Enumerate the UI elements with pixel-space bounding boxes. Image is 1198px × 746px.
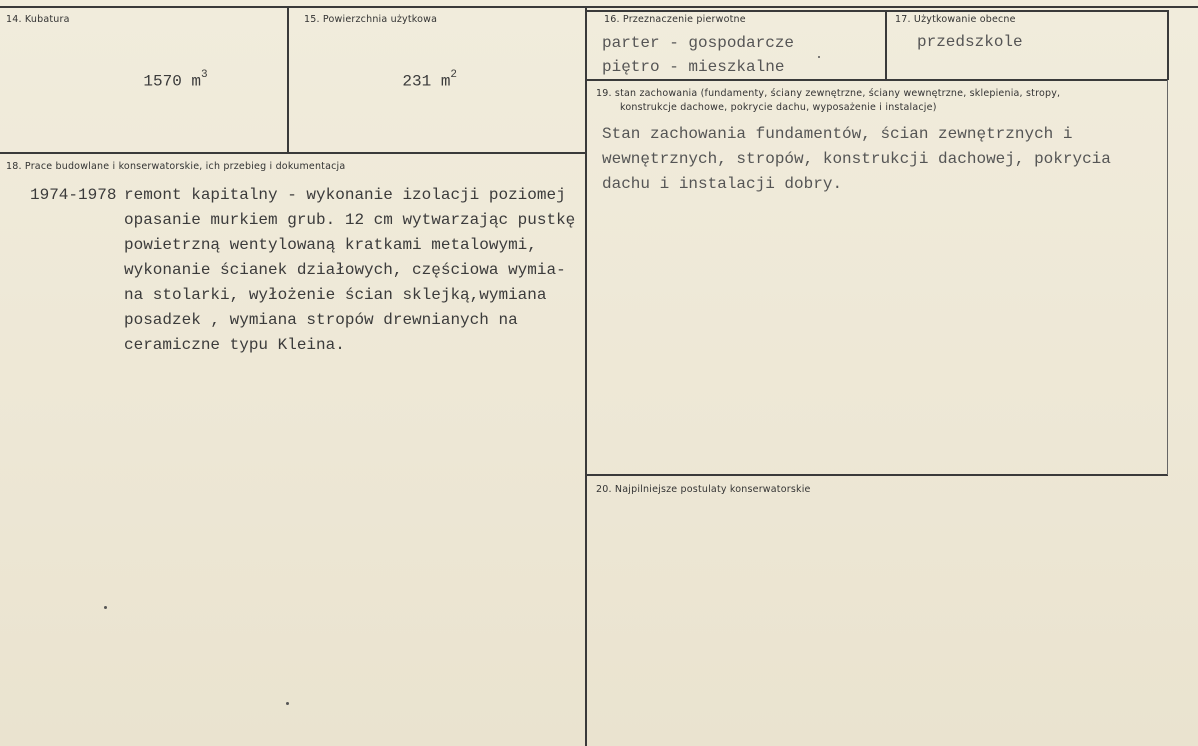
volume-unit-exponent: 3 <box>201 68 208 81</box>
field-18-label: 18. Prace budowlane i konserwatorskie, ich przebieg i dokumentacja <box>6 161 346 172</box>
field-18-line-1: remont kapitalny - wykonanie izolacji poziomej <box>124 186 566 204</box>
divider-14-15 <box>287 8 289 153</box>
field-17-label: 17. Użytkowanie obecne <box>895 14 1016 25</box>
field-18-line-7: ceramiczne typu Kleina. <box>124 336 345 354</box>
field-19-label-line-2: konstrukcje dachowe, pokrycie dachu, wyposażenie i instalacje) <box>620 102 937 113</box>
top-border-right <box>586 10 1168 12</box>
field-20-label: 20. Najpilniejsze postulaty konserwatorskie <box>596 484 811 495</box>
divider-14-18 <box>0 152 586 154</box>
field-17-value: przedszkole <box>917 33 1023 51</box>
divider-main <box>585 8 587 746</box>
right-border-lower <box>1167 80 1168 475</box>
field-19-line-3: dachu i instalacji dobry. <box>602 175 843 193</box>
paper-speck <box>818 56 820 58</box>
field-14-label: 14. Kubatura <box>6 14 70 25</box>
right-border <box>1167 10 1169 80</box>
paper-speck <box>286 702 289 705</box>
field-19-label-line-1: 19. stan zachowania (fundamenty, ściany zewnętrzne, ściany wewnętrzne, sklepienia, stropy, <box>596 88 1061 99</box>
field-18-line-4: wykonanie ścianek działowych, częściowa wymia- <box>124 261 566 279</box>
paper-speck <box>104 606 107 609</box>
field-14-value <box>105 40 208 118</box>
area-unit-exponent: 2 <box>450 68 458 81</box>
field-18-line-2: opasanie murkiem grub. 12 cm wytwarzając pustkę <box>124 211 576 229</box>
field-15-label: 15. Powierzchnia użytkowa <box>304 14 438 25</box>
field-18-line-5: na stolarki, wyłożenie ścian sklejką,wymiana <box>124 286 547 304</box>
volume-value: 1570 m <box>143 71 202 90</box>
divider-16-17 <box>885 10 887 80</box>
divider-19-20 <box>586 474 1168 476</box>
field-16-line-2: piętro - mieszkalne <box>602 58 785 76</box>
field-16-line-1: parter - gospodarcze <box>602 34 795 52</box>
field-18-line-6: posadzek , wymiana stropów drewnianych na <box>124 311 518 329</box>
top-border <box>0 6 1198 8</box>
field-18-year: 1974-1978 <box>30 186 117 204</box>
field-19-line-1: Stan zachowania fundamentów, ścian zewnętrznych i <box>602 125 1073 143</box>
field-18-line-3: powietrzną wentylowaną kratkami metalowymi, <box>124 236 537 254</box>
field-19-line-2: wewnętrznych, stropów, konstrukcji dachowej, pokrycia <box>602 150 1111 168</box>
area-value: 231 m <box>402 71 451 90</box>
field-15-value <box>364 40 457 118</box>
field-16-label: 16. Przeznaczenie pierwotne <box>604 14 746 25</box>
